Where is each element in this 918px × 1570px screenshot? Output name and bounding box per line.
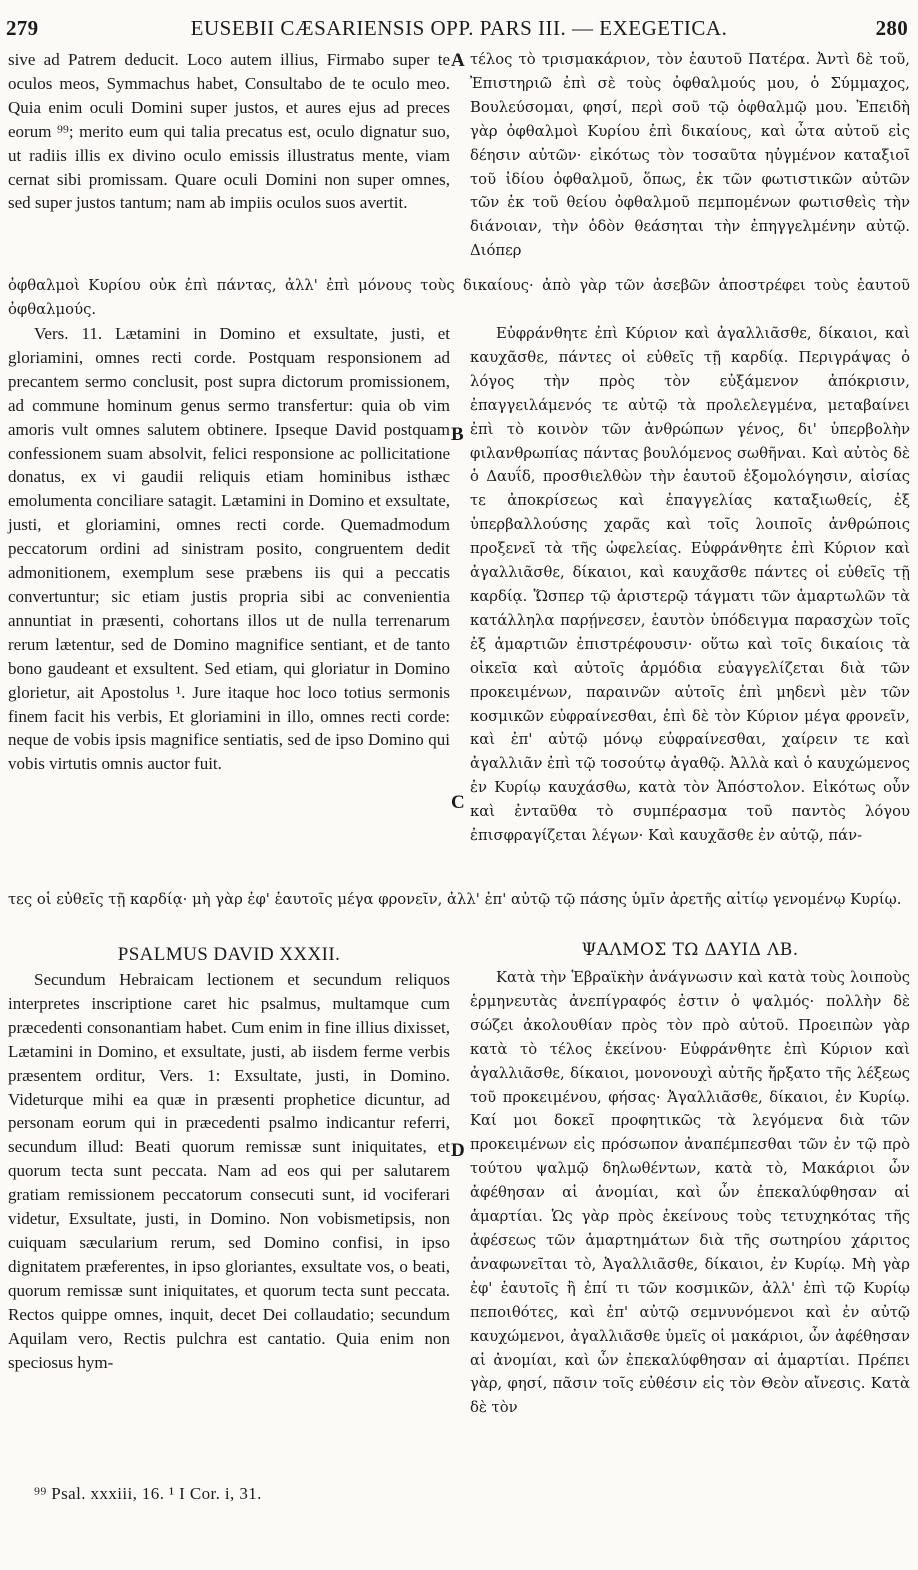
greek-paragraph-verse-11: Εὐφράνθητε ἐπὶ Κύριον καὶ ἀγαλλιᾶσθε, δίκαιοι, καὶ καυχᾶσθε, πάντες οἱ εὐθεῖς τῇ καρδίᾳ. Περιγράψας ὁ λόγος τὴν πρὸς τὸν εὐξάμενον ἀπόκρισιν, ἐπαγγειλάμενός τε αὐτῷ τὰ προλελεγμένα, μεταβαίνει ἐπὶ τὸ κοινὸν τῶν ἀνθρώπων γένος, δι' ὑπερβολὴν φιλανθρωπίας πάντας βουλόμενος σωθῆναι. Καὶ αὐτὸς δὲ ὁ Δαυΐδ, προσθιελθὼν τὴν ἑαυτοῦ ἐξομολόγησιν, αἰσίας τε ἀποκρίσεως καὶ ἐπαγγελίας καταξιωθείς, ἐξ ὑπερβαλλούσης χαρᾶς καὶ τοῖς λοιποῖς ἀνθρώποις προξενεῖ τὰ τῆς ὠφελείας. Εὐφράνθητε ἐπὶ Κύριον καὶ ἀγαλλιᾶσθε, δίκαιοι, καὶ καυχᾶσθε πάντες οἱ εὐθεῖς τῇ καρδίᾳ. Ὥσπερ τῷ ἀριστερῷ τάγματι τῶν ἁμαρτωλῶν τὰ κατάλληλα παρῄνεσεν, ἑαυτὸν ὑπόδειγμα παρασχὼν τοῖς ἐξ ἁμαρτιῶν ἐπιστρέφουσιν· οὕτω καὶ τοῖς δικαίοις τὰ οἰκεῖα καὶ αὐτοῖς ἁρμόδια εὐαγγελίζεται διὰ τῶν προκειμένων, παραινῶν αὐτοῖς ἐπὶ μηδενὶ μὲν τῶν κοσμικῶν εὐφραίνεσθαι, ἐπὶ δὲ τὸν Κύριον μέγα φρονεῖν, καὶ ἐπ' αὐτῷ μόνῳ εὐφραίνεσθαι, χαίρειν τε καὶ ἀγαλλιᾶν ἐπὶ τῷ τοσούτῳ ἀγαθῷ. Ἀλλὰ καὶ ὁ καυχώμενος ἐν Κυρίῳ καυχάσθω, κατὰ τὸν Ἀπόστολον. Εἰκότως οὖν καὶ ἐνταῦθα τὸ συμπέρασμα τοῦ παντὸς λόγου ἐπισφραγίζεται λέγων· Καὶ καυχᾶσθε ἐν αὐτῷ, πάν-	[470, 325, 910, 845]
margin-letter-c: C	[451, 792, 465, 813]
greek-spanning-line-1: ὀφθαλμοὶ Κυρίου οὐκ ἐπὶ πάντας, ἀλλ' ἐπὶ μόνους τοὺς δικαίους· ἀπὸ γὰρ τῶν ἀσεβῶν ἀποστρέφει τοὺς ἑαυτοῦ ὀφθαλμούς.	[8, 277, 910, 318]
greek-psalm-heading: ΨΑΛΜΟΣ ΤΩ ΔΑΥΙΔ ΛΒ.	[581, 940, 799, 960]
margin-letter-d: D	[451, 1140, 465, 1161]
margin-letter-b: B	[451, 424, 464, 445]
greek-column-bottom	[470, 966, 910, 1420]
footnotes: ⁹⁹ Psal. xxxiii, 16. ¹ I Cor. i, 31.	[34, 1484, 262, 1503]
greek-column-top	[470, 48, 910, 263]
latin-paragraph-psalm-32: Secundum Hebraicam lectionem et secundum reliquos interpretes inscriptione caret hic psalmus, multamque cum præcedenti consonantiam habet. Cum enim in fine illius dixisset, Lætamini in Domino, et exsultate, justi, ab iisdem ferme verbis præsentem orditur, Vers. 1: Exsultate, justi, in Domino. Videturque mihi ea quæ in præsenti prophetice dicuntur, ad personam eorum qui in præcedenti psalmo indicantur referri, secundum illud: Beati quorum remissæ sunt iniquitates, et quorum tecta sunt peccata. Nam ad eos qui per salutarem gratiam remissionem peccatorum consecuti sunt, id vociferari videtur, Exsultate, justi, in Domino. Non vobismetipsis, non cuiquam sæcularium rerum, sed Domino confisi, in ipso dignitatem præferentes, in ipso gloriantes, exsultate vos, o beati, quorum remissæ sunt iniquitates, et quorum tecta sunt peccata. Rectos quippe omnes, inquit, decet Dei collaudatio; secundum Aquilam vero, Rectis pulchra est cantatio. Quia enim non speciosus hym-	[8, 970, 450, 1372]
latin-paragraph-verse-11: Vers. 11. Lætamini in Domino et exsultate, justi, et gloriamini, omnes recti corde. Postquam responsionem ad precantem sermo conclusit, post supra dictorum promissionem, ad commune hominum genus sermo transfertur: quia ob vim amoris vult omnes salutem obtinere. Ipseque David postquam confessionem suam absolvit, felici responsione ac pollicitatione donatus, ex vi gaudii reliquis etiam hominibus isthæc emolumenta conciliare satagit. Lætamini in Domino et exsultate, justi, et gloriamini, omnes recti corde. Quemadmodum peccatorum ordini ad sinistram posito, congruentem dedit admonitionem, exemplum sese præbens iis qui a peccatis convertuntur; sic etiam justis propria sibi ac convenientia annuntiat in præsenti, cohortans illos ut de nulla terrenarum rerum lætentur, sed de Domino magnifice sentiant, et de tanto bono gaudeant et exsultent. Sed etiam, qui gloriatur in Domino glorietur, ait Apostolus ¹. Jure itaque hoc loco totius sermonis finem facit his verbis, Et gloriamini in illo, omnes recti corde: neque de vobis ipsis magnifice sentiatis, sed de ipso Domino qui vobis virtutis omnis auctor fuit.	[8, 324, 450, 774]
page-number-left: 279	[6, 16, 39, 40]
latin-paragraph: sive ad Patrem deducit. Loco autem illius, Firmabo super te oculos meos, Symmachus habet, Consultabo de te oculo meo. Quia enim oculi Domini super justos, et aures ejus ad preces eorum ⁹⁹; merito eum qui talia precatus est, oculo dignatur suo, ut radiis illis ex divino oculo emissis illustratus mente, viam cernat sibi promissam. Quare oculi Domini non super omnes, sed super justos tantum; nam ab impiis oculos suos avertit.	[8, 50, 450, 213]
latin-column-top	[8, 48, 450, 215]
latin-column-bottom	[8, 968, 450, 1374]
running-title: EUSEBII CÆSARIENSIS OPP. PARS III. — EXEGETICA.	[190, 16, 728, 40]
latin-psalm-heading: PSALMUS DAVID XXXII.	[117, 944, 341, 965]
greek-spanning-line-2: τες οἱ εὐθεῖς τῇ καρδίᾳ· μὴ γὰρ ἐφ' ἑαυτοῖς μέγα φρονεῖν, ἀλλ' ἐπ' αὐτῷ τῷ πάσης ὑμῖν ἀρετῆς αἰτίῳ γενομένῳ Κυρίῳ.	[8, 891, 902, 908]
greek-paragraph: τέλος τὸ τρισμακάριον, τὸν ἑαυτοῦ Πατέρα. Ἀντὶ δὲ τοῦ, Ἐπιστηριῶ ἐπὶ σὲ τοὺς ὀφθαλμούς μου, ὁ Σύμμαχος, Βουλεύσομαι, φησί, περὶ σοῦ τῷ ὀφθαλμῷ μου. Ἐπειδὴ γὰρ ὀφθαλμοὶ Κυρίου ἐπὶ δικαίους, καὶ ὦτα αὐτοῦ εἰς δέησιν αὐτῶν· εἰκότως τὸν τοσαῦτα ηὐγμένον καταξιοῖ τοῦ ἰδίου ὀφθαλμοῦ, ὅπως, ἐκ τῶν φωτιστικῶν αὐτῶν τῶν ἐκ τοῦ θείου ὀφθαλμοῦ πεμπομένων φωτισθεὶς τὴν διάνοιαν, τὴν ὁδὸν θεάσηται τὴν ἐπηγγελμένην αὐτῷ. Διόπερ	[470, 51, 910, 260]
greek-paragraph-psalm-32: Κατὰ τὴν Ἑβραϊκὴν ἀνάγνωσιν καὶ κατὰ τοὺς λοιποὺς ἑρμηνευτὰς ἀνεπίγραφός ἐστιν ὁ ψαλμός· πολλὴν δὲ σώζει ἀκολουθίαν πρὸς τὸν πρὸ αὐτοῦ. Προειπὼν γὰρ κατὰ τὸ τέλος ἐκείνου· Εὐφράνθητε ἐπὶ Κύριον καὶ ἀγαλλιᾶσθε, δίκαιοι, μονονουχὶ αὐτῆς ἤρξατο τῆς λέξεως τοῦ προκειμένου, φήσας· Ἀγαλλιᾶσθε, δίκαιοι, ἐν Κυρίῳ. Καί μοι δοκεῖ προφητικῶς τὰ λεγόμενα διὰ τῶν προκειμένων εἰς πρόσωπον ἀναπέμπεσθαι τῶν ἐν τῷ πρὸ τούτου ψαλμῷ δηλωθέντων, κατὰ τὸ, Μακάριοι ὧν ἀφέθησαν αἱ ἀνομίαι, καὶ ὧν ἐπεκαλύφθησαν αἱ ἁμαρτίαι. Ὡς γὰρ πρὸς ἐκείνους τοὺς τετυχηκότας τῆς ἀφέσεως τῶν ἁμαρτημάτων διὰ τῆς σωτηρίου χάριτος ἀναφωνεῖται τὸ, Ἀγαλλιᾶσθε, δίκαιοι, ἐν Κυρίῳ. Μὴ γὰρ ἐφ' ἑαυτοῖς ἢ ἐπί τι τῶν κοσμικῶν, ἀλλ' ἐπὶ τῷ Κυρίῳ πεποιθότες, καὶ ἐπ' αὐτῷ σεμνυνόμενοι καὶ ἐν αὐτῷ καυχώμενοι, ἀγαλλιᾶσθε ὑμεῖς οἱ μακάριοι, ὧν ἀφέθησαν αἱ ἀνομίαι, καὶ ὧν ἐπεκαλύφθησαν αἱ ἁμαρτίαι. Πρέπει γὰρ, φησί, πᾶσιν τοῖς εὐθέσιν εἰς τὸν Θεὸν αἴνεσις. Κατὰ δὲ τὸν	[470, 969, 910, 1417]
running-header	[6, 12, 912, 42]
latin-column-middle	[8, 322, 450, 776]
margin-letter-a: A	[451, 50, 465, 71]
page-number-right: 280	[875, 16, 908, 40]
greek-column-middle	[470, 322, 910, 848]
